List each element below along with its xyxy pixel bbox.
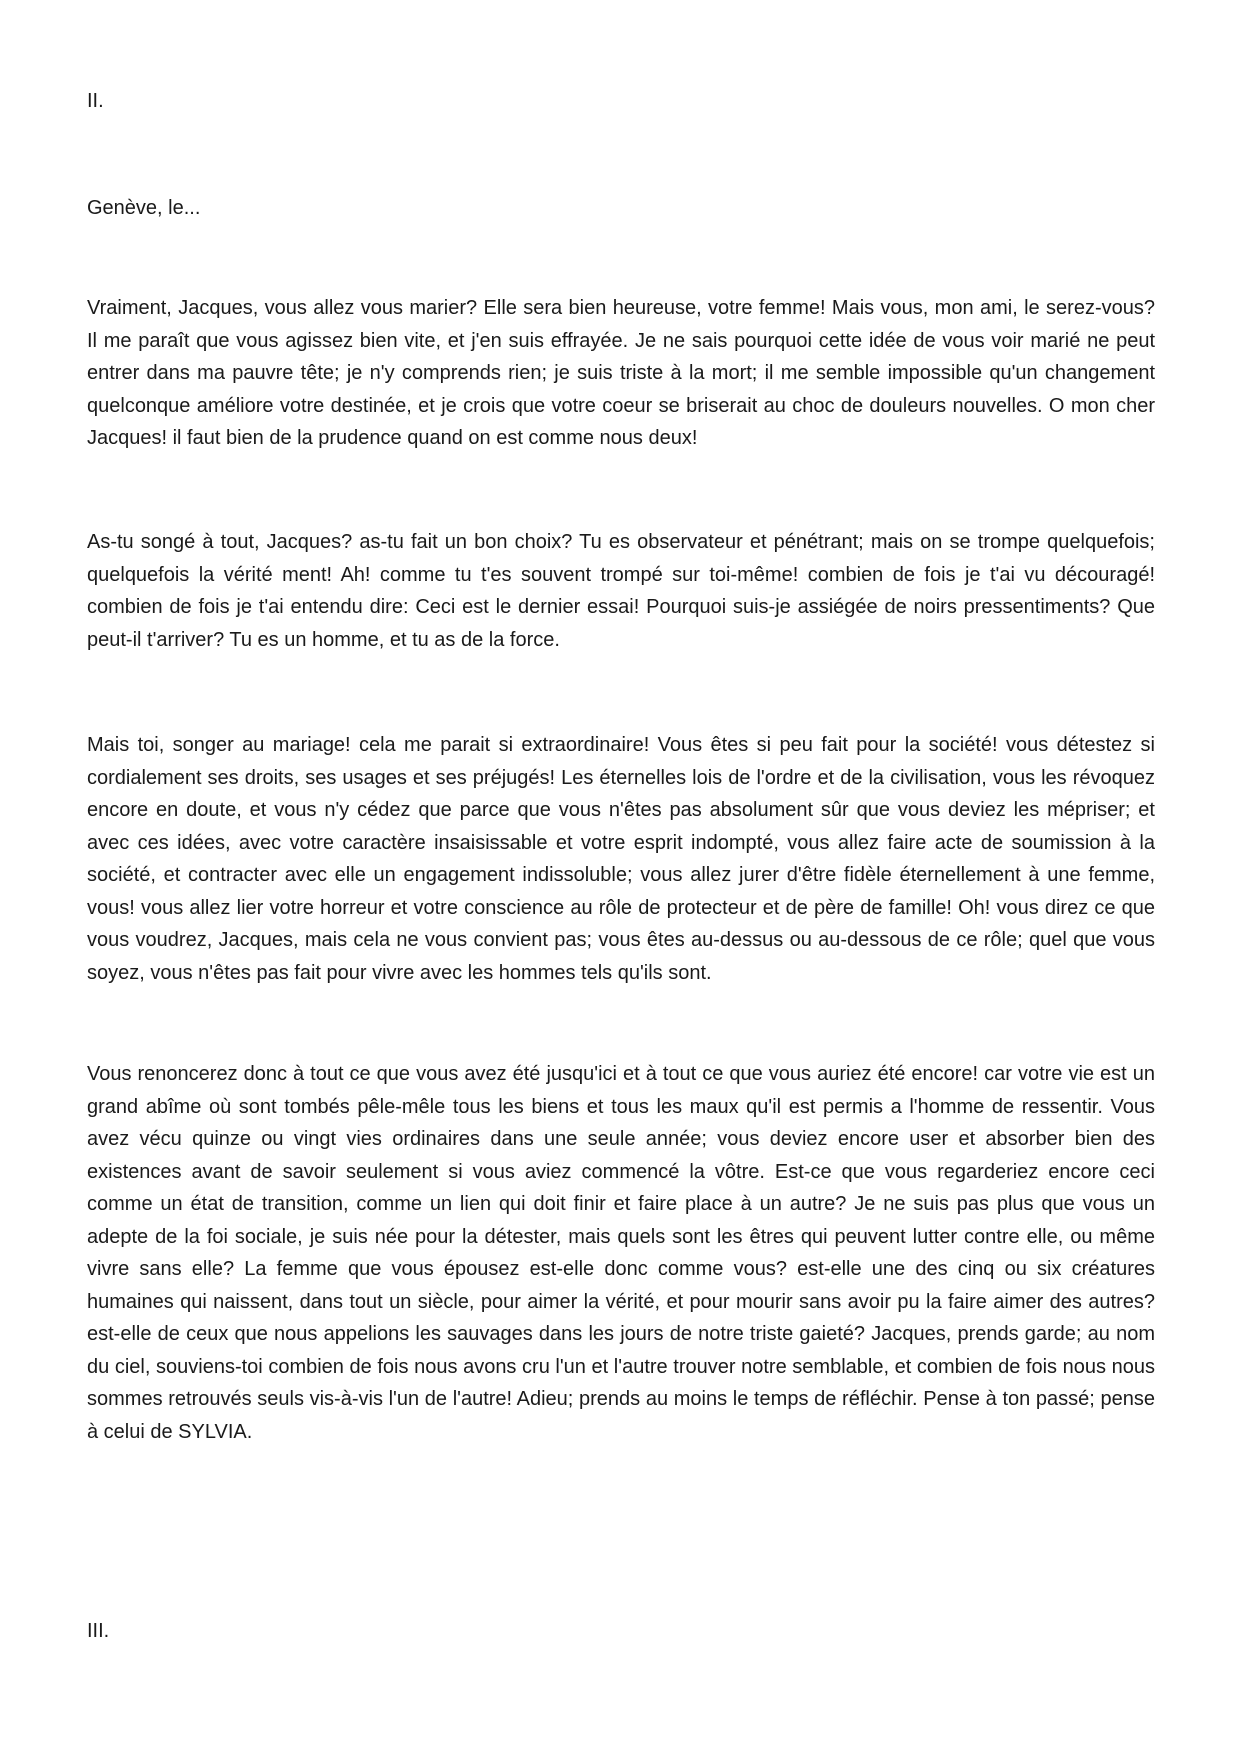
letter-dateline: Genève, le...: [87, 197, 201, 219]
next-section-heading: III.: [87, 1620, 110, 1642]
letter-paragraph-4: Vous renoncerez donc à tout ce que vous avez été jusqu'ici et à tout ce que vous auriez été encore! car votre vie est un grand abîme où sont tombés pêle-mêle tous les biens et tous les maux qu'il est permis a l'homme de ressentir. Vous avez vécu quinze ou vingt vies ordinaires dans une seule année; vous deviez encore user et absorber bien des existences avant de savoir seulement si vous aviez commencé la vôtre. Est-ce que vous regarderiez encore ceci comme un état de transition, comme un lien qui doit finir et faire place à un autre? Je ne suis pas plus que vous un adepte de la foi sociale, je suis née pour la détester, mais quels sont les êtres qui peuvent lutter contre elle, ou même vivre sans elle? La femme que vous épousez est-elle donc comme vous? est-elle une des cinq ou six créatures humaines qui naissent, dans tout un siècle, pour aimer la vérité, et pour mourir sans avoir pu la faire aimer des autres? est-elle de ceux que nous appelions les sauvages dans les jours de notre triste gaieté? Jacques, prends garde; au nom du ciel, souviens-toi combien de fois nous avons cru l'un et l'autre trouver notre semblable, et combien de fois nous nous sommes retrouvés seuls vis-à-vis l'un de l'autre! Adieu; prends au moins le temps de réfléchir. Pense à ton passé; pense à celui de SYLVIA.: [87, 1063, 1155, 1443]
letter-paragraph-1: Vraiment, Jacques, vous allez vous marier? Elle sera bien heureuse, votre femme! Mais vous, mon ami, le serez-vous? Il me paraît que vous agissez bien vite, et j'en suis effrayée. Je ne sais pourquoi cette idée de vous voir marié ne peut entrer dans ma pauvre tête; je n'y comprends rien; je suis triste à la mort; il me semble impossible qu'un changement quelconque améliore votre destinée, et je crois que votre coeur se briserait au choc de douleurs nouvelles. O mon cher Jacques! il faut bien de la prudence quand on est comme nous deux!: [87, 297, 1155, 449]
letter-paragraph-3: Mais toi, songer au mariage! cela me parait si extraordinaire! Vous êtes si peu fait pour la société! vous détestez si cordialement ses droits, ses usages et ses préjugés! Les éternelles lois de l'ordre et de la civilisation, vous les révoquez encore en doute, et vous n'y cédez que parce que vous n'êtes pas absolument sûr que vous deviez les mépriser; et avec ces idées, avec votre caractère insaisissable et votre esprit indompté, vous allez faire acte de soumission à la société, et contracter avec elle un engagement indissoluble; vous allez jurer d'être fidèle éternellement à une femme, vous! vous allez lier votre horreur et votre conscience au rôle de protecteur et de père de famille! Oh! vous direz ce que vous voudrez, Jacques, mais cela ne vous convient pas; vous êtes au-dessus ou au-dessous de ce rôle; quel que vous soyez, vous n'êtes pas fait pour vivre avec les hommes tels qu'ils sont.: [87, 734, 1155, 984]
letter-paragraph-2: As-tu songé à tout, Jacques? as-tu fait un bon choix? Tu es observateur et pénétrant; mais on se trompe quelquefois; quelquefois la vérité ment! Ah! comme tu t'es souvent trompé sur toi-même! combien de fois je t'ai vu découragé! combien de fois je t'ai entendu dire: Ceci est le dernier essai! Pourquoi suis-je assiégée de noirs pressentiments? Que peut-il t'arriver? Tu es un homme, et tu as de la force.: [87, 531, 1155, 651]
section-heading: II.: [87, 90, 104, 112]
